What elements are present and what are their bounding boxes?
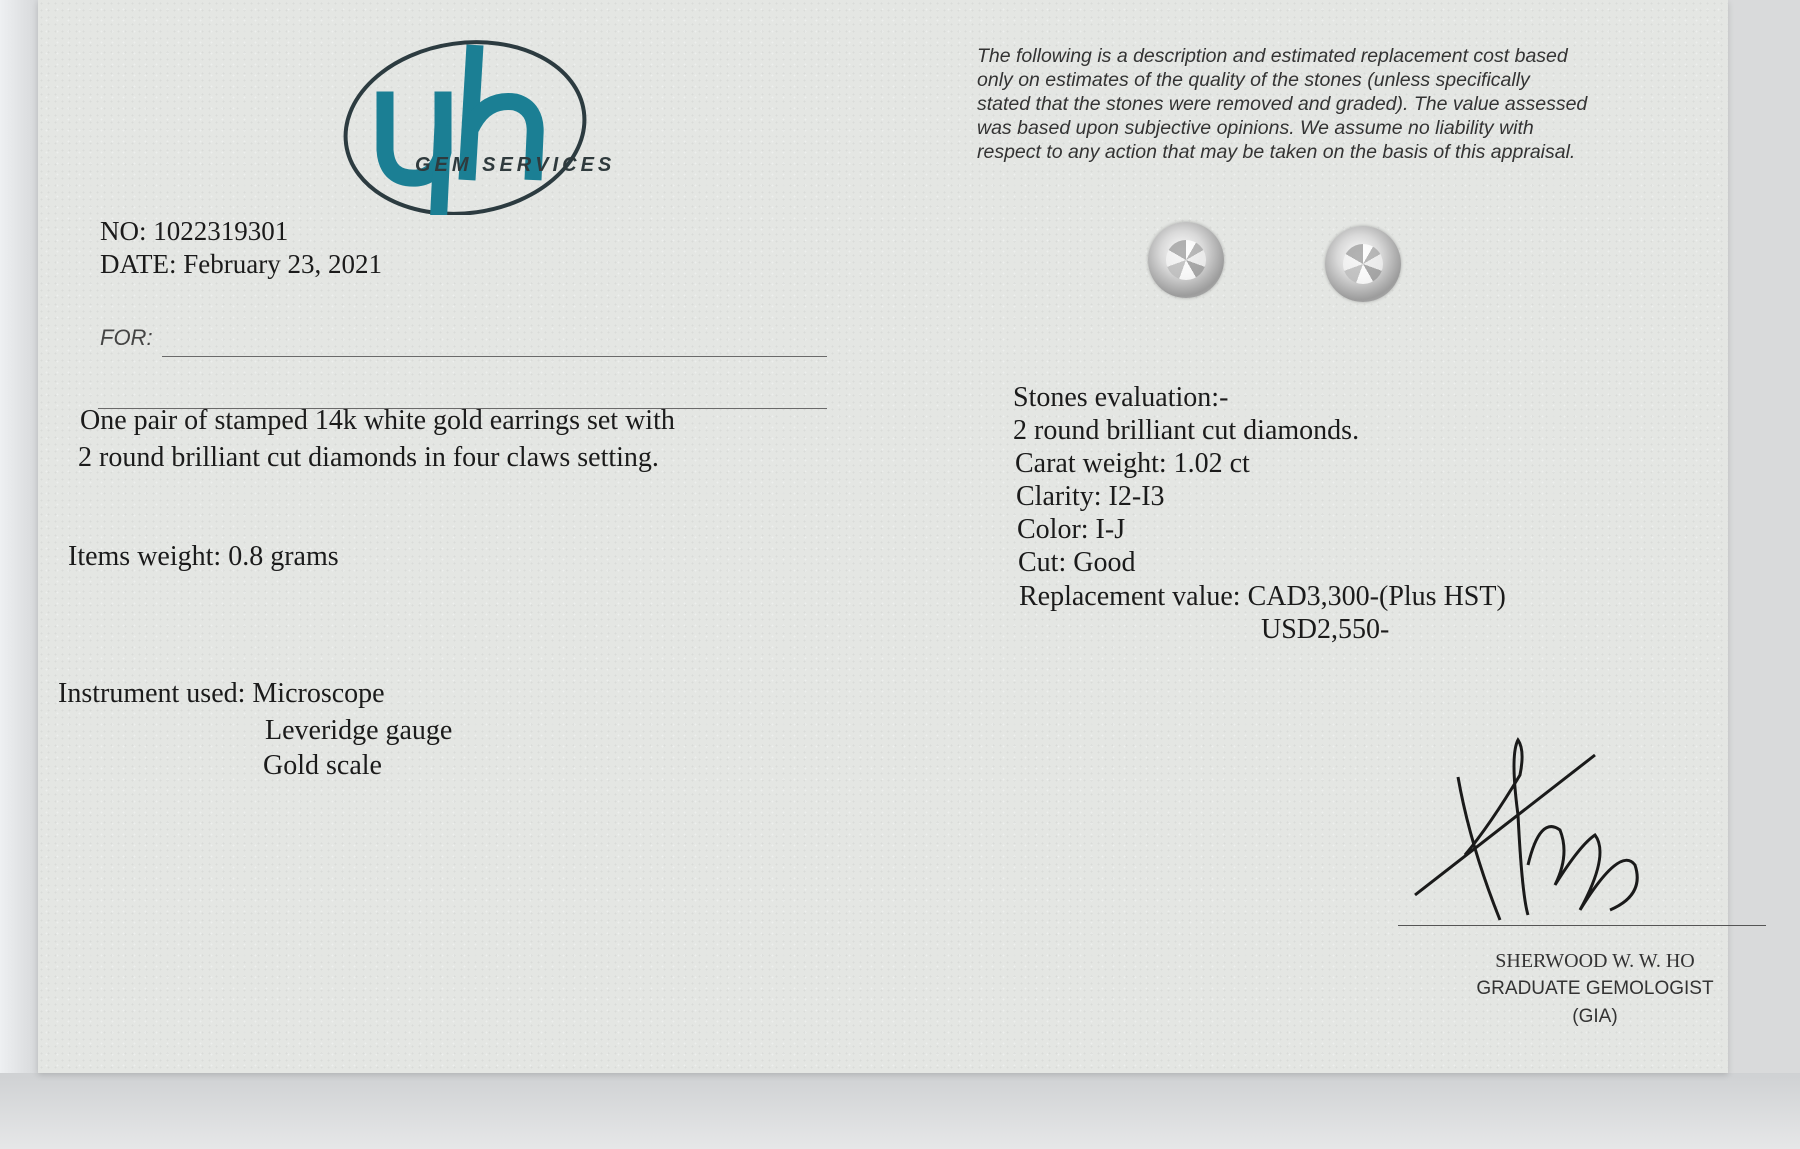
instrument-item: Gold scale — [263, 750, 382, 781]
background-surface — [0, 1073, 1800, 1149]
evaluation-replacement-usd: USD2,550- — [1261, 614, 1390, 645]
evaluation-heading: Stones evaluation:- — [1013, 382, 1229, 413]
description-line: 2 round brilliant cut diamonds in four claws setting. — [78, 442, 659, 473]
items-weight: Items weight: 0.8 grams — [68, 541, 339, 572]
signature-line — [1398, 925, 1766, 926]
description-line: One pair of stamped 14k white gold earrings set with — [80, 405, 675, 436]
instrument-label: Instrument used: Microscope — [58, 678, 385, 709]
evaluation-cut: Cut: Good — [1018, 547, 1136, 578]
disclaimer-line: was based upon subjective opinions. We assume no liability with — [977, 117, 1534, 139]
diamond-photo-left — [1148, 222, 1224, 298]
signatory-title: GRADUATE GEMOLOGIST — [1476, 978, 1714, 999]
evaluation-replacement: Replacement value: CAD3,300-(Plus HST) — [1019, 581, 1506, 612]
disclaimer-line: respect to any action that may be taken on the basis of this appraisal. — [977, 141, 1576, 163]
disclaimer-line: The following is a description and estimated replacement cost based — [977, 45, 1568, 67]
for-label: FOR: — [100, 325, 153, 350]
evaluation-stones: 2 round brilliant cut diamonds. — [1013, 415, 1360, 446]
evaluation-clarity: Clarity: I2-I3 — [1016, 481, 1165, 512]
signatory-block — [1470, 947, 1720, 1031]
disclaimer-text — [977, 44, 1697, 164]
evaluation-carat: Carat weight: 1.02 ct — [1015, 448, 1250, 479]
disclaimer-line: stated that the stones were removed and graded). The value assessed — [977, 93, 1588, 115]
signatory-org: (GIA) — [1572, 1006, 1618, 1027]
yh-gem-services-logo — [325, 40, 625, 215]
logo-subtitle: GEM SERVICES — [415, 154, 616, 176]
diamond-photo-right — [1325, 226, 1401, 302]
disclaimer-line: only on estimates of the quality of the stones (unless specifically — [977, 69, 1530, 91]
instrument-item: Leveridge gauge — [265, 715, 453, 746]
certificate-number: NO: 1022319301 — [100, 216, 289, 246]
background-edge — [0, 0, 38, 1073]
signatory-name: SHERWOOD W. W. HO — [1495, 950, 1695, 972]
certificate-date: DATE: February 23, 2021 — [100, 249, 382, 279]
evaluation-color: Color: I-J — [1017, 514, 1126, 545]
handwritten-signature — [1410, 735, 1660, 935]
for-line — [162, 356, 827, 357]
